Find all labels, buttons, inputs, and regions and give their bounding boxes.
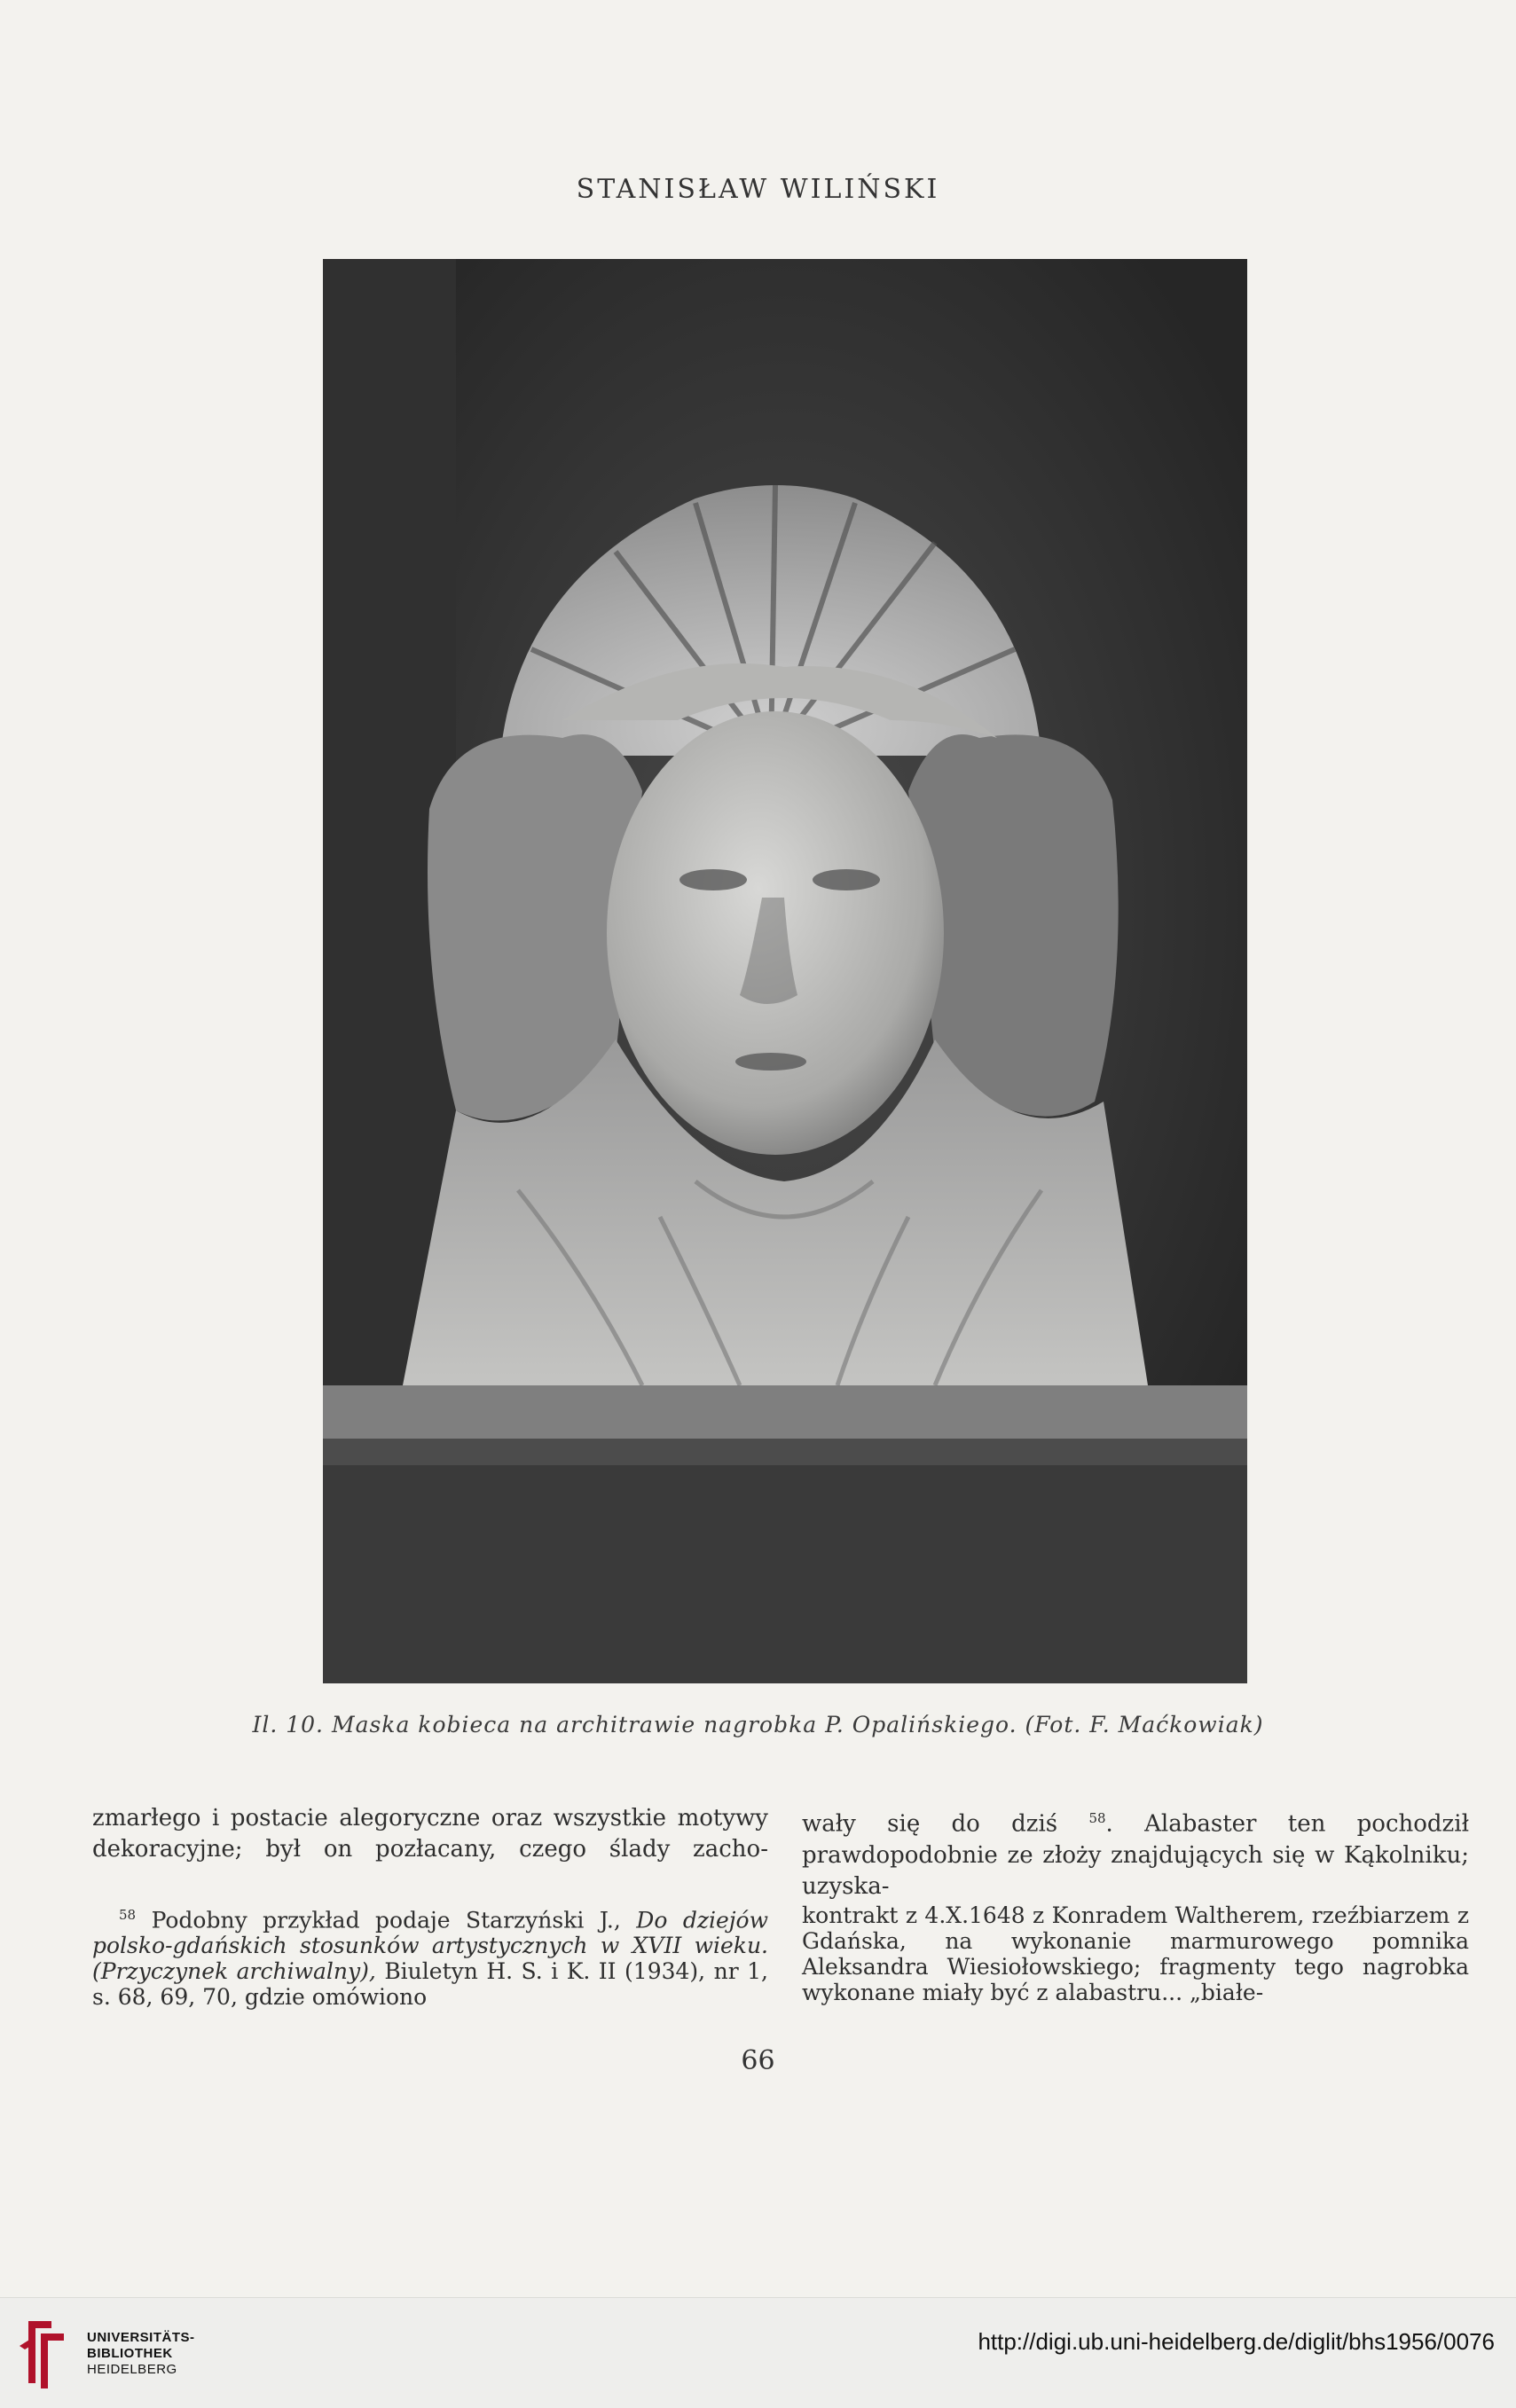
library-logo-icon xyxy=(16,2312,71,2392)
library-name xyxy=(87,2330,195,2378)
library-line-2: BIBLIOTHEK xyxy=(87,2346,173,2361)
figure-photo xyxy=(323,259,1247,1683)
footnote-part2: Biuletyn H. S. i K. II (1934), nr 1, s. 68, 69, 70, gdzie omówiono xyxy=(92,1958,768,2011)
footnote-right-text: kontrakt z 4.X.1648 z Konradem Waltherem, rzeźbiarzem z Gdańska, na wykonanie marmurowego pomnika Aleksandra Wiesiołowskiego; fragmenty tego nagrobka wykonane miały być z alabastru... „białe- xyxy=(802,1902,1469,2005)
source-url-link[interactable]: http://digi.ub.uni-heidelberg.de/diglit/bhs1956/0076 xyxy=(978,2328,1495,2355)
library-line-3: HEIDELBERG xyxy=(87,2362,177,2377)
footnote-reference: 58 xyxy=(1088,1810,1106,1826)
body-text-left xyxy=(92,1803,768,1865)
figure-caption xyxy=(0,1712,1516,1737)
body-right-start: wały się do dziś xyxy=(802,1810,1058,1838)
sculpture-mask-image xyxy=(323,259,1247,1683)
body-left-paragraph: zmarłego i postacie alegoryczne oraz wszystkie motywy dekoracyjne; był on pozłacany, czego ślady zacho- xyxy=(92,1805,768,1863)
caption-text: Maska kobieca na architrawie nagrobka P. Opalińskiego. (Fot. F. Maćkowiak) xyxy=(331,1712,1264,1737)
body-text-right xyxy=(802,1803,1469,1902)
footnote-title: Do dziejów polsko-gdańskich stosunków artystycznych w XVII wieku. (Przyczynek archiwalny), xyxy=(92,1907,768,1985)
caption-number: Il. 10. xyxy=(252,1712,325,1737)
body-right-paragraph xyxy=(802,1803,1469,1902)
running-head: STANISŁAW WILIŃSKI xyxy=(576,174,940,205)
footnote-number: 58 xyxy=(119,1907,137,1923)
footnote-left xyxy=(92,1902,768,2010)
footer-bar xyxy=(0,2297,1516,2408)
library-line-1: UNIVERSITÄTS- xyxy=(87,2330,195,2345)
body-right-end: . Alabaster ten pochodził prawdopodobnie ze złoży znajdujących się w Kąkolniku; uzyska- xyxy=(802,1810,1470,1900)
page-number: 66 xyxy=(741,2045,775,2076)
footnote-part1: Podobny przykład podaje Starzyński J., xyxy=(151,1907,621,1933)
footnote-right xyxy=(802,1902,1469,2005)
